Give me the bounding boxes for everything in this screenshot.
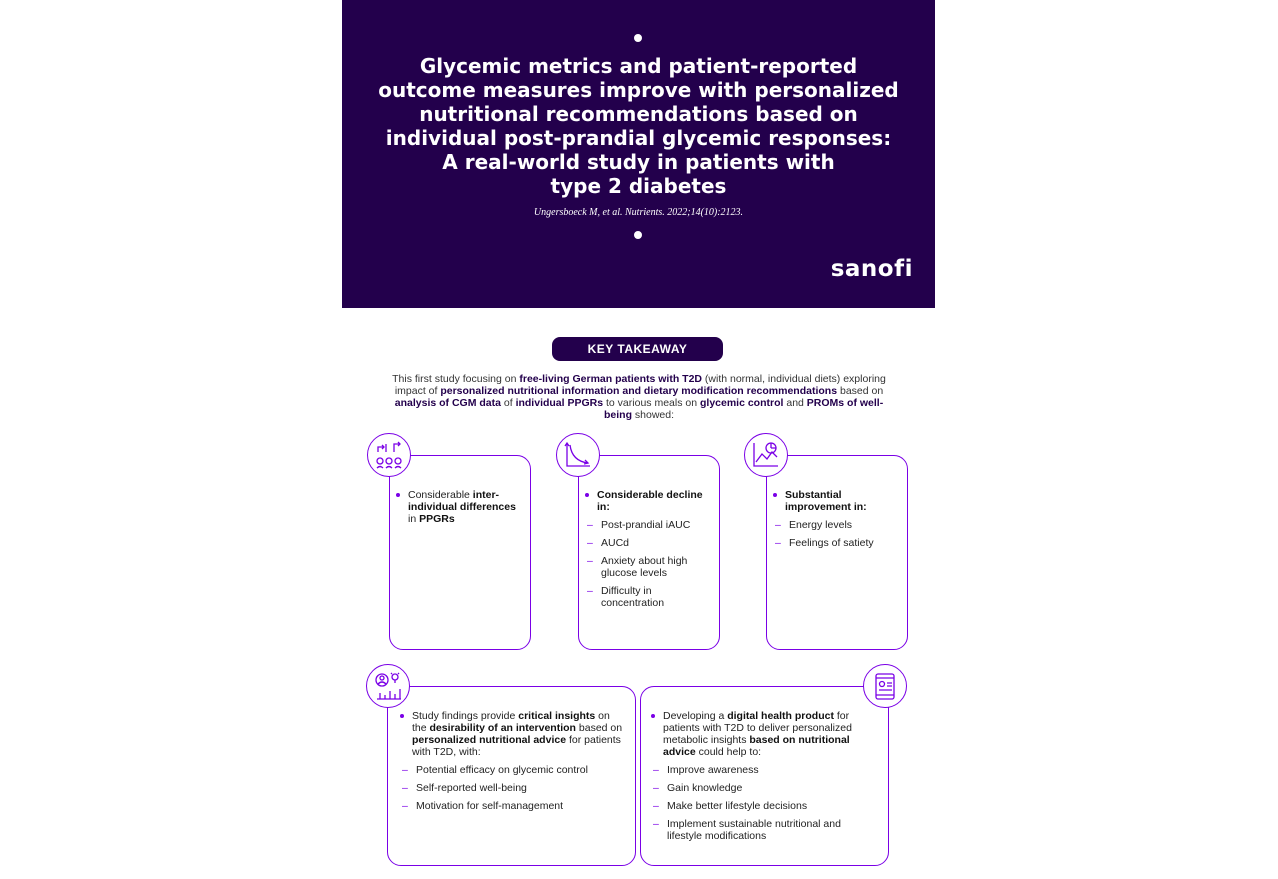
list-item: – Motivation for self-management (400, 800, 624, 812)
card-4-text: Study findings provide critical insights on the desirability of an intervention based on personalized nutritional advice for patients with T2D, with: – Potential efficacy on glycemic control – Self-reported well-being – Motivation for self-management (400, 710, 624, 812)
title-banner (342, 0, 935, 308)
insights-icon (366, 664, 410, 708)
list-item: – Potential efficacy on glycemic control (400, 764, 624, 776)
citation: Ungersboeck M, et al. Nutrients. 2022;14(10):2123. (533, 207, 744, 218)
list-item: – Improve awareness (651, 764, 877, 776)
sanofi-logo: sanofi (830, 256, 913, 282)
decorative-dot (634, 231, 642, 239)
list-item: – Implement sustainable nutritional and lifestyle modifications (651, 818, 877, 842)
list-item: – Self-reported well-being (400, 782, 624, 794)
page-title: Glycemic metrics and patient-reported outcome measures improve with personalized nutritional recommendations based on individual post-prandial glycemic responses: A real-world study in patients with type 2 diabetes (378, 54, 899, 198)
list-item: – Anxiety about high glucose levels (585, 555, 713, 579)
list-item: – AUCd (585, 537, 713, 549)
people-comparison-icon (367, 433, 411, 477)
decorative-dot (634, 34, 642, 42)
card-3-text: Substantial improvement in: – Energy levels – Feelings of satiety (773, 489, 901, 549)
list-item: – Difficulty in concentration (585, 585, 713, 609)
card-5-text: Developing a digital health product for patients with T2D to deliver personalized metabolic insights based on nutritional advice could help to: – Improve awareness – Gain knowledge – Make better lifestyle decisions – Implement sustainable nutritional and lifestyle modifications (651, 710, 877, 842)
finding-card-variability (389, 455, 531, 650)
digital-device-icon (863, 664, 907, 708)
key-takeaway-badge: KEY TAKEAWAY (552, 337, 723, 361)
card-1-text: Considerable inter-individual differences in PPGRs (396, 489, 522, 525)
finding-card-improvement (766, 455, 908, 650)
list-item: – Feelings of satiety (773, 537, 901, 549)
intro-paragraph: This first study focusing on free-living German patients with T2D (with normal, individual diets) exploring impact of personalized nutritional information and dietary modification recommendations based on analysis of CGM data of individual PPGRs to various meals on glycemic control and PROMs of well-being showed: (392, 373, 886, 421)
improvement-chart-icon (744, 433, 788, 477)
list-item: – Energy levels (773, 519, 901, 531)
decline-curve-icon (556, 433, 600, 477)
card-2-text: Considerable decline in: – Post-prandial iAUC – AUCd – Anxiety about high glucose levels – Difficulty in concentration (585, 489, 713, 609)
list-item: – Gain knowledge (651, 782, 877, 794)
list-item: – Make better lifestyle decisions (651, 800, 877, 812)
list-item: – Post-prandial iAUC (585, 519, 713, 531)
